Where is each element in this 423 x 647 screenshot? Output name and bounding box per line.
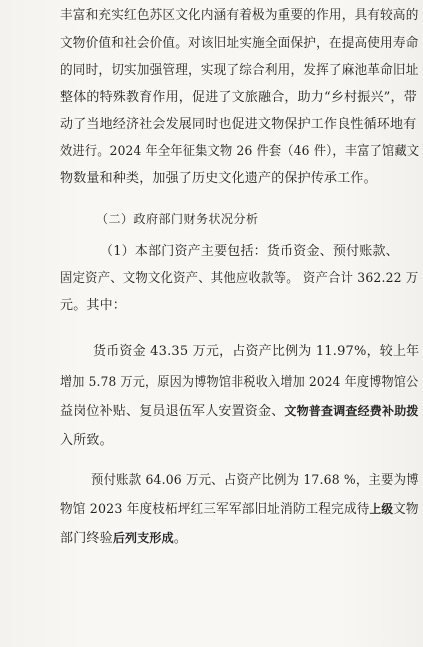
- para1-line-1: 丰富和充实红色苏区文化内涵有着极为重要的作用，具有较高的: [60, 8, 419, 23]
- para1-line-3: 的同时，切实加强管理，实现了综合利用，发挥了麻池革命旧址: [60, 63, 419, 78]
- para4-line-2-bold: 上级: [369, 502, 394, 516]
- para2-line-1: （1）本部门资产主要包括：货币资金、预付账款、: [100, 244, 399, 259]
- para4-line-3-plain: 部门终验: [60, 531, 113, 546]
- para3-line-4: 入所致。: [60, 433, 113, 448]
- para2-line-3: 元。其中：: [60, 298, 127, 313]
- para3-line-3: [60, 405, 419, 418]
- para3-line-3-bold: 文物普查调查经费补助拨: [284, 404, 419, 418]
- para3-line-1: 货币资金 43.35 万元，占资产比例为 11.97%，较上年: [93, 344, 420, 359]
- para1-line-5: 动了当地经济社会发展同时也促进文物保护工作良性循环地有: [60, 117, 417, 132]
- para4-line-3-bold: 后列支形成: [112, 531, 174, 545]
- para4-line-2-plain-a: 物馆 2023 年度枝柘坪红三军军部旧址消防工程完成待: [60, 502, 370, 517]
- para1-line-6: 效进行。2024 年全年征集文物 26 件套（46 件），丰富了馆藏文: [60, 144, 420, 159]
- para1-line-2: 文物价值和社会价值。对该旧址实施全面保护，在提高使用寿命: [60, 36, 419, 51]
- para4-line-3: [60, 532, 187, 545]
- para4-line-2-plain-b: 文物: [393, 502, 419, 517]
- para2-line-2: 固定资产、文物文化资产、其他应收款等。 资产合计 362.22 万: [60, 271, 419, 286]
- para3-line-3-plain: 益岗位补贴、复员退伍军人安置资金、: [60, 404, 285, 419]
- para1-line-7: 物数量和种类，加强了历史文化遗产的保护传承工作。: [60, 171, 377, 186]
- para1-line-4: 整体的特殊教育作用，促进了文旅融合，助力“乡村振兴”，带: [60, 90, 417, 105]
- para4-line-2: [60, 503, 419, 516]
- para4-line-3-end: 。: [173, 531, 188, 546]
- para3-line-2: 增加 5.78 万元，原因为博物馆非税收入增加 2024 年度博物馆公: [60, 375, 419, 390]
- section-heading: （二）政府部门财务状况分析: [96, 212, 259, 226]
- para4-line-1: 预付账款 64.06 万元、占资产比例为 17.68 %，主要为博: [91, 473, 419, 488]
